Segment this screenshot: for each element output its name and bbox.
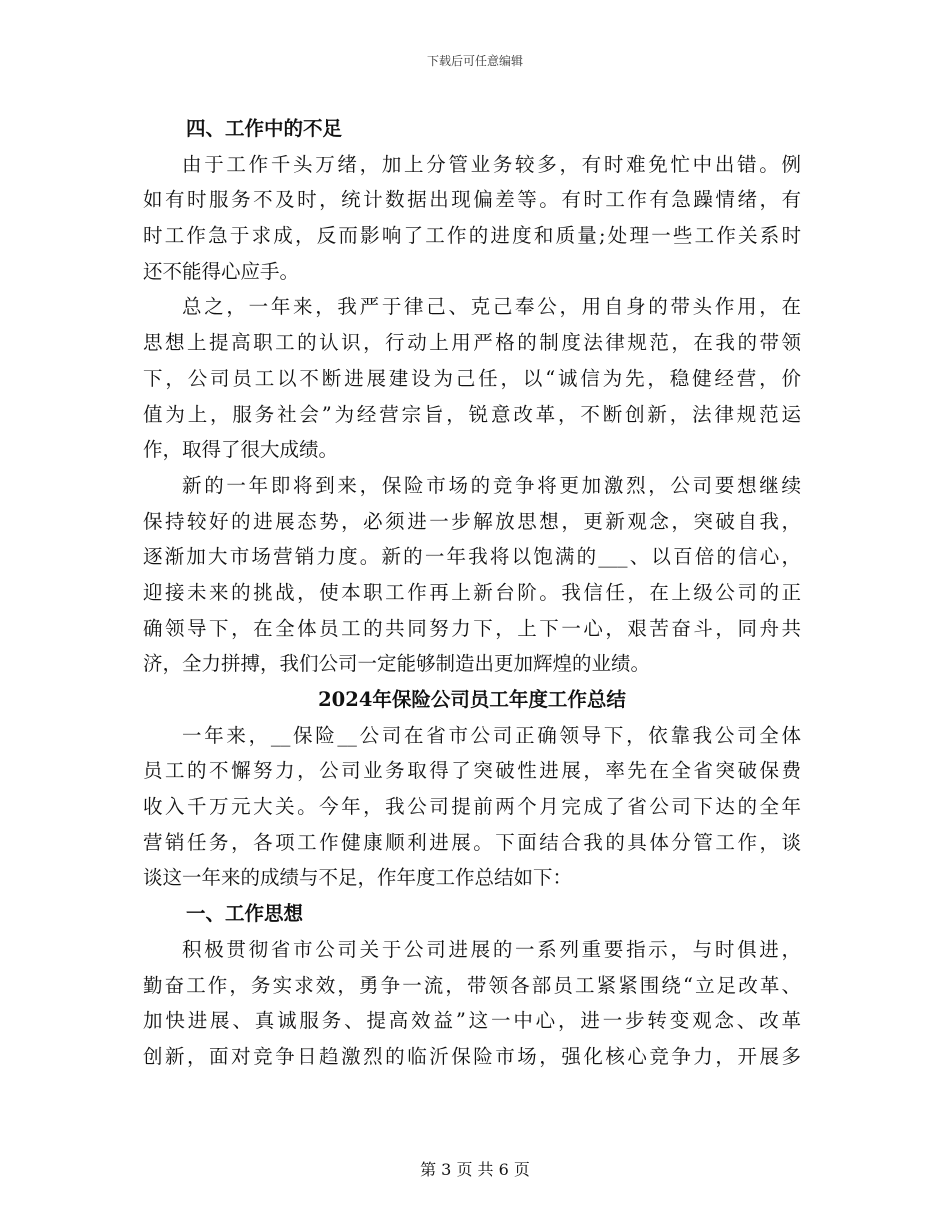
text-line: 营销任务，各项工作健康顺利进展。下面结合我的具体分管工作，谈: [143, 830, 801, 854]
text-line: 谈这一年来的成绩与不足，作年度工作总结如下：: [143, 866, 573, 890]
text-line: 总之，一年来，我严于律己、克己奉公，用自身的带头作用，在: [182, 295, 801, 319]
text-line: 收入千万元大关。今年，我公司提前两个月完成了省公司下达的全年: [143, 795, 801, 819]
text-line: 由于工作千头万绪，加上分管业务较多，有时难免忙中出错。例: [182, 152, 801, 176]
text-line: 加快进展、真诚服务、提高效益”这一中心，进一步转变观念、改革: [143, 1009, 801, 1033]
text-line: 保持较好的进展态势，必须进一步解放思想，更新观念，突破自我，: [143, 509, 801, 533]
header-note: 下载后可任意编辑: [426, 54, 523, 68]
text-line: 思想上提高职工的认识，行动上用严格的制度法律规范，在我的带领: [143, 331, 801, 355]
text-line: 下，公司员工以不断进展建设为己任，以“诚信为先，稳健经营，价: [143, 366, 801, 390]
text-line: 确领导下，在全体员工的共同努力下，上下一心，艰苦奋斗，同舟共: [143, 616, 801, 640]
text-line: 积极贯彻省市公司关于公司进展的一系列重要指示，与时俱进，: [182, 937, 801, 961]
text-line: 一年来，__保险__公司在省市公司正确领导下，依靠我公司全体: [182, 723, 801, 747]
document-title: 2024年保险公司员工年度工作总结: [318, 688, 626, 711]
text-line: 勤奋工作，务实求效，勇争一流，带领各部员工紧紧围绕“立足改革、: [143, 973, 801, 997]
text-line: 济，全力拼搏，我们公司一定能够制造出更加辉煌的业绩。: [143, 652, 651, 676]
text-line: 员工的不懈努力，公司业务取得了突破性进展，率先在全省突破保费: [143, 759, 801, 783]
section-heading: 四、工作中的不足: [186, 117, 343, 140]
section-heading: 一、工作思想: [186, 902, 304, 926]
text-line: 新的一年即将到来，保险市场的竞争将更加激烈，公司要想继续: [182, 473, 801, 497]
text-line: 作，取得了很大成绩。: [143, 438, 339, 462]
text-line: 创新，面对竞争日趋激烈的临沂保险市场，强化核心竞争力，开展多: [143, 1044, 801, 1068]
text-line: 如有时服务不及时，统计数据出现偏差等。有时工作有急躁情绪，有: [143, 188, 801, 212]
page-footer: 第 3 页 共 6 页: [420, 1160, 530, 1179]
text-line: 值为上，服务社会”为经营宗旨，锐意改革，不断创新，法律规范运: [143, 402, 801, 426]
text-line: 时工作急于求成，反而影响了工作的进度和质量;处理一些工作关系时: [143, 224, 801, 248]
text-line: 迎接未来的挑战，使本职工作再上新台阶。我信任，在上级公司的正: [143, 580, 801, 604]
text-line: 还不能得心应手。: [143, 259, 300, 283]
text-line: 逐渐加大市场营销力度。新的一年我将以饱满的___、以百倍的信心，: [143, 545, 801, 569]
document-body: [143, 111, 801, 1075]
